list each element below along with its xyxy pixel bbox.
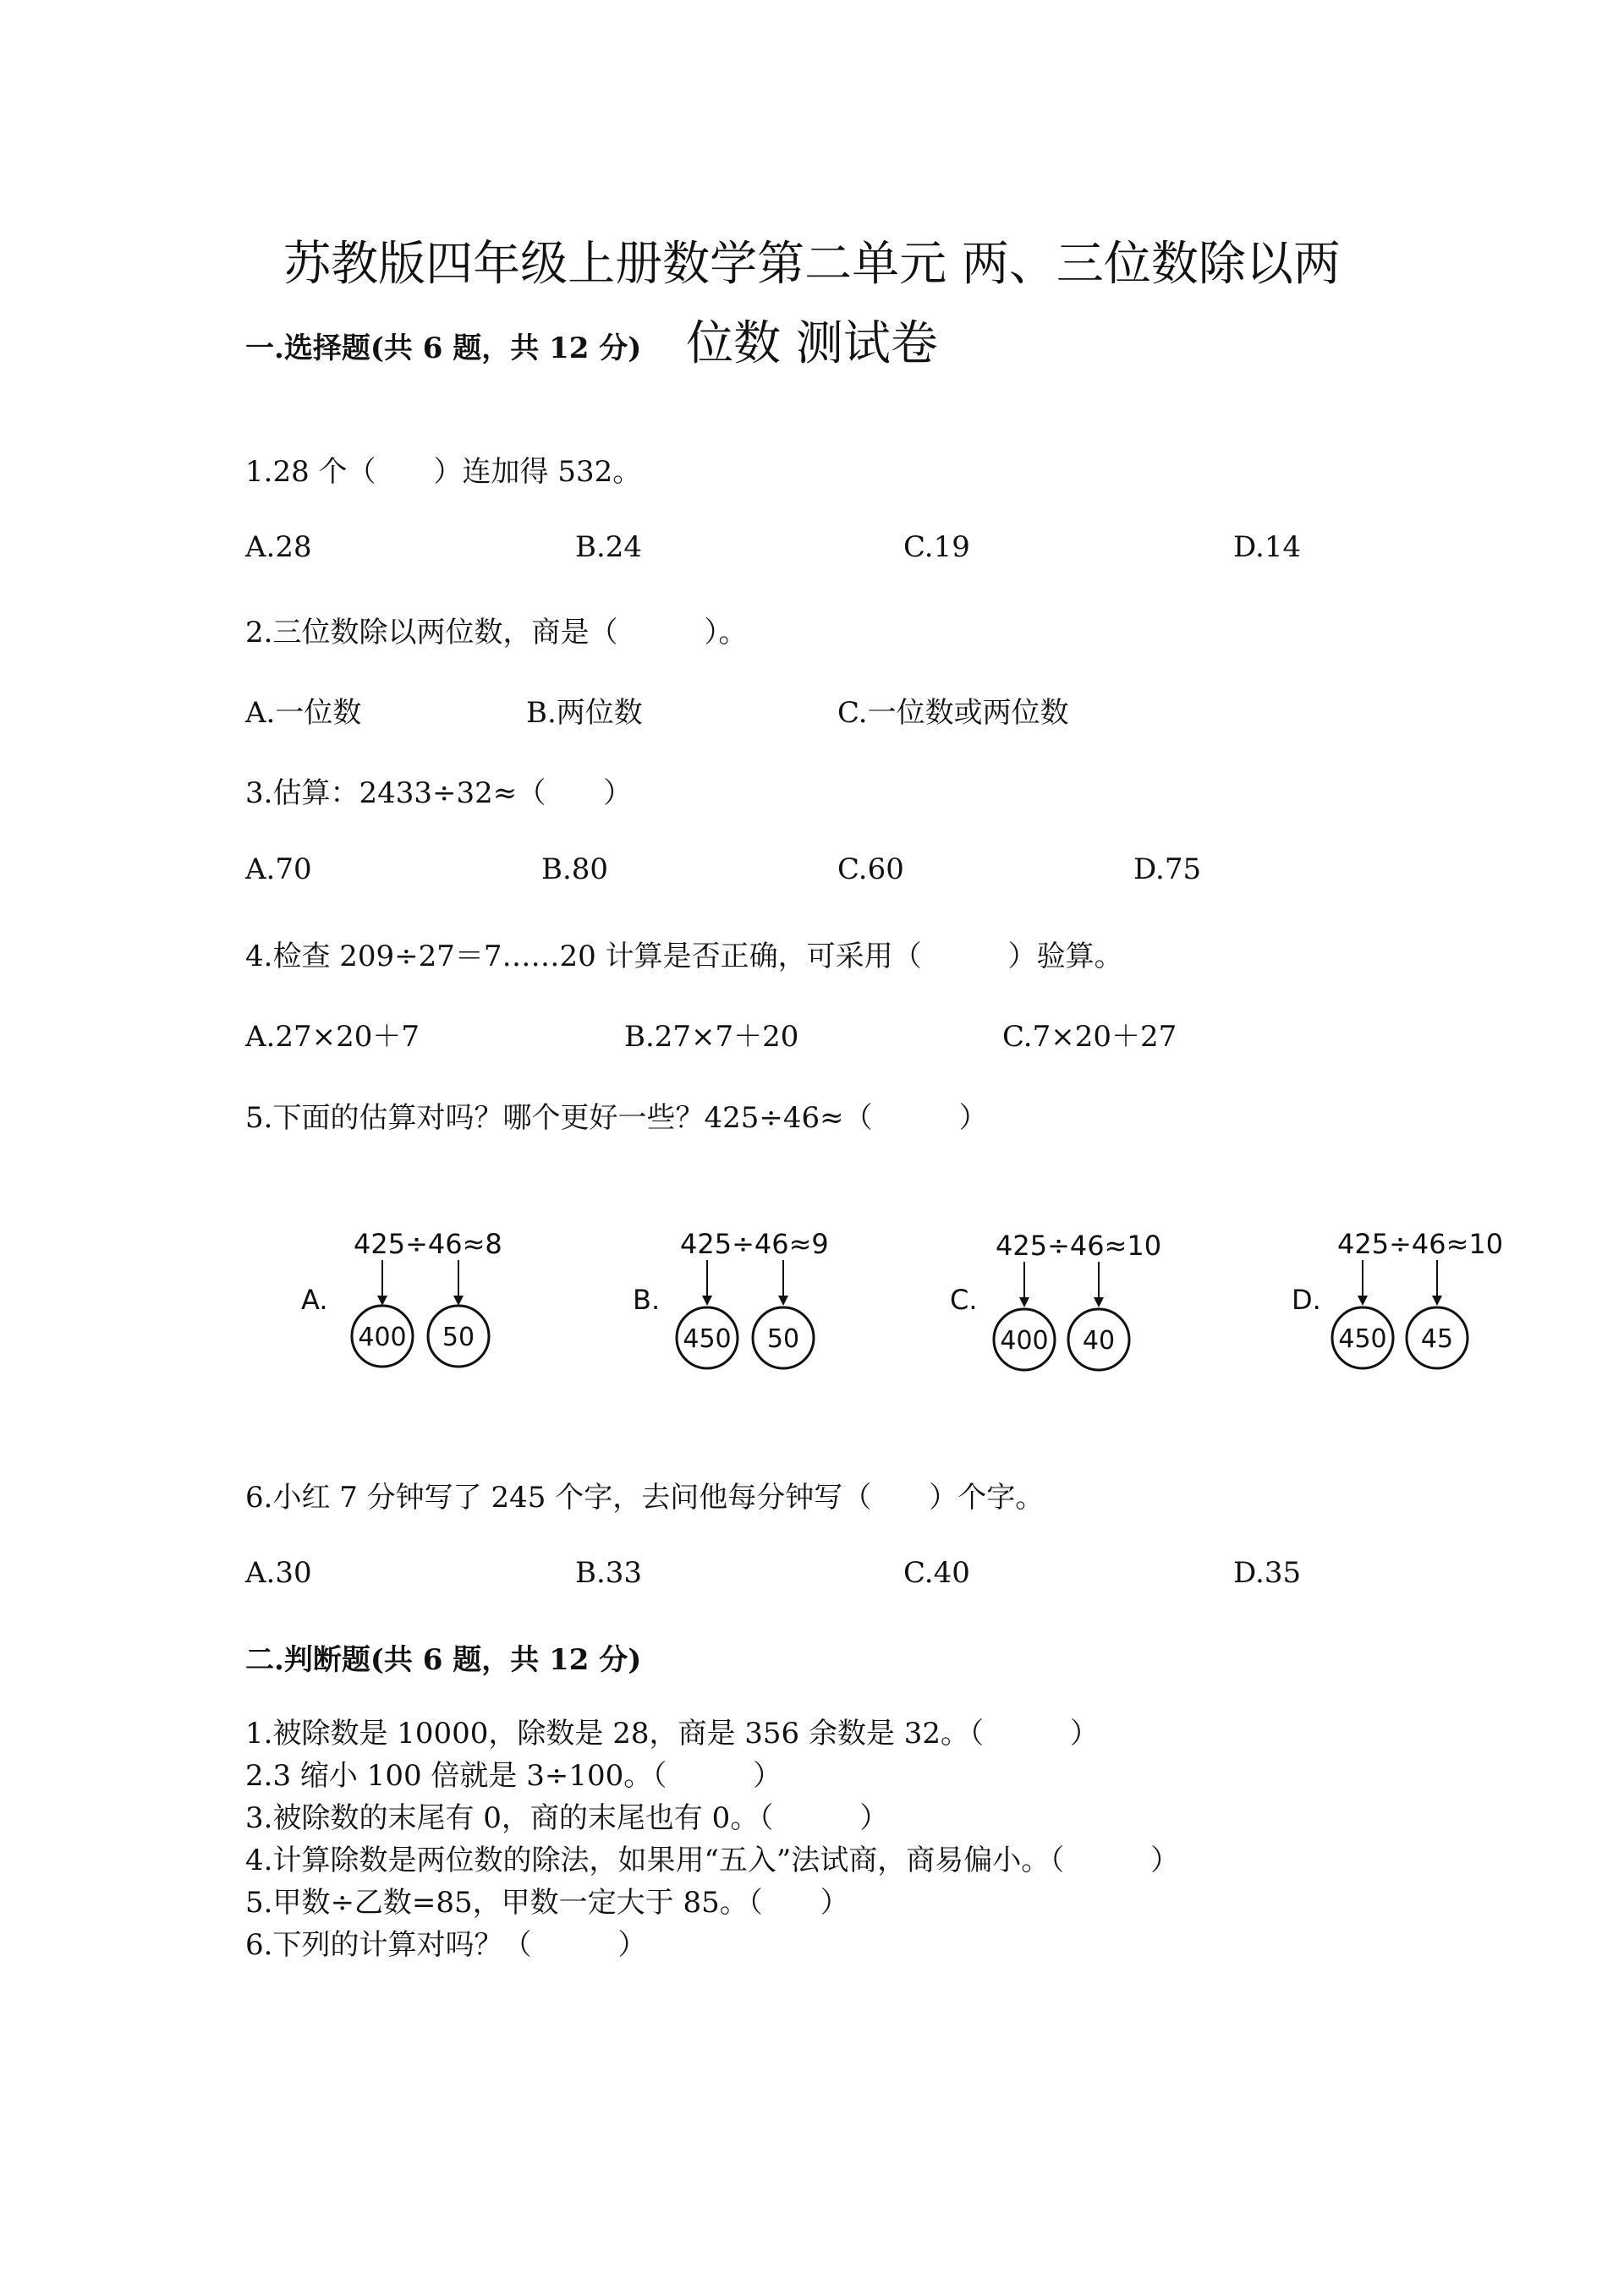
- q5-option-a-figure: [288, 1218, 541, 1382]
- question-6: 6.小红 7 分钟写了 245 个字，去问他每分钟写（ ）个字。: [245, 1481, 1045, 1515]
- question-5: 5.下面的估算对吗？哪个更好一些？425÷46≈（ ）: [245, 1101, 988, 1135]
- judgement-item-4: 4.计算除数是两位数的除法，如果用“五入”法试商，商易偏小。（ ）: [245, 1844, 1180, 1877]
- judgement-list: [245, 1712, 1179, 1966]
- question-4: 4.检查 209÷27＝7……20 计算是否正确，可采用（ ）验算。: [245, 940, 1123, 973]
- q5-option-b-figure: [626, 1218, 880, 1382]
- question-1: 1.28 个（ ）连加得 532。: [245, 455, 642, 489]
- q5-option-c-figure: [943, 1218, 1214, 1382]
- judgement-item-3: 3.被除数的末尾有 0，商的末尾也有 0。（ ）: [245, 1801, 889, 1835]
- q5-option-a-label: A.: [301, 1284, 328, 1316]
- question-2: 2.三位数除以两位数，商是（ ）。: [245, 616, 748, 649]
- q5-option-a-left-value: 400: [358, 1323, 407, 1352]
- question-3: 3.估算：2433÷32≈（ ）: [245, 776, 633, 810]
- q1-option-a: A.28: [245, 530, 312, 564]
- q4-option-c: C.7×20＋27: [1002, 1020, 1177, 1054]
- q6-option-b: B.33: [575, 1556, 643, 1590]
- q6-option-d: D.35: [1233, 1556, 1302, 1590]
- q1-option-b: B.24: [575, 530, 643, 564]
- q5-option-b-left-value: 450: [683, 1324, 732, 1354]
- q5-option-d-label: D.: [1292, 1284, 1321, 1316]
- q2-option-c: C.一位数或两位数: [837, 696, 1069, 730]
- title-line-2: 位数 测试卷: [686, 315, 938, 371]
- q5-option-a-expr: 425÷46≈8: [354, 1228, 502, 1260]
- q3-option-b: B.80: [541, 852, 609, 886]
- q6-option-a: A.30: [245, 1556, 312, 1590]
- q5-option-c-left-value: 400: [1000, 1326, 1049, 1356]
- q1-option-d: D.14: [1233, 530, 1302, 564]
- judgement-item-6: 6.下列的计算对吗？（ ）: [245, 1928, 647, 1962]
- q5-option-b-right-value: 50: [766, 1324, 800, 1354]
- q2-option-a: A.一位数: [245, 696, 362, 730]
- q5-option-a-right-value: 50: [442, 1323, 475, 1352]
- q3-option-d: D.75: [1133, 852, 1202, 886]
- q5-option-b-label: B.: [633, 1284, 661, 1316]
- q5-option-d-expr: 425÷46≈10: [1337, 1228, 1504, 1260]
- q4-option-b: B.27×7＋20: [624, 1020, 799, 1054]
- section-1-heading: 一.选择题(共 6 题，共 12 分): [245, 332, 642, 365]
- title-line-1: 苏教版四年级上册数学第二单元 两、三位数除以两: [283, 236, 1341, 292]
- q1-option-c: C.19: [903, 530, 970, 564]
- judgement-item-2: 2.3 缩小 100 倍就是 3÷100。（ ）: [245, 1759, 782, 1793]
- judgement-item-5: 5.甲数÷乙数=85，甲数一定大于 85。（ ）: [245, 1886, 849, 1920]
- q6-option-c: C.40: [903, 1556, 970, 1590]
- q4-option-a: A.27×20＋7: [245, 1020, 420, 1054]
- q3-option-c: C.60: [837, 852, 904, 886]
- q3-option-a: A.70: [245, 852, 312, 886]
- q5-option-c-expr: 425÷46≈10: [996, 1230, 1162, 1262]
- judgement-item-1: 1.被除数是 10000，除数是 28，商是 356 余数是 32。（ ）: [245, 1717, 1100, 1751]
- q5-option-b-expr: 425÷46≈9: [680, 1228, 829, 1260]
- q5-option-c-right-value: 40: [1082, 1326, 1116, 1356]
- q2-option-b: B.两位数: [526, 696, 643, 730]
- q5-option-d-figure: [1281, 1218, 1552, 1382]
- section-2-heading: 二.判断题(共 6 题，共 12 分): [245, 1643, 642, 1677]
- q5-option-d-right-value: 45: [1420, 1324, 1454, 1354]
- q5-option-d-left-value: 450: [1338, 1324, 1387, 1354]
- q5-option-c-label: C.: [950, 1284, 978, 1316]
